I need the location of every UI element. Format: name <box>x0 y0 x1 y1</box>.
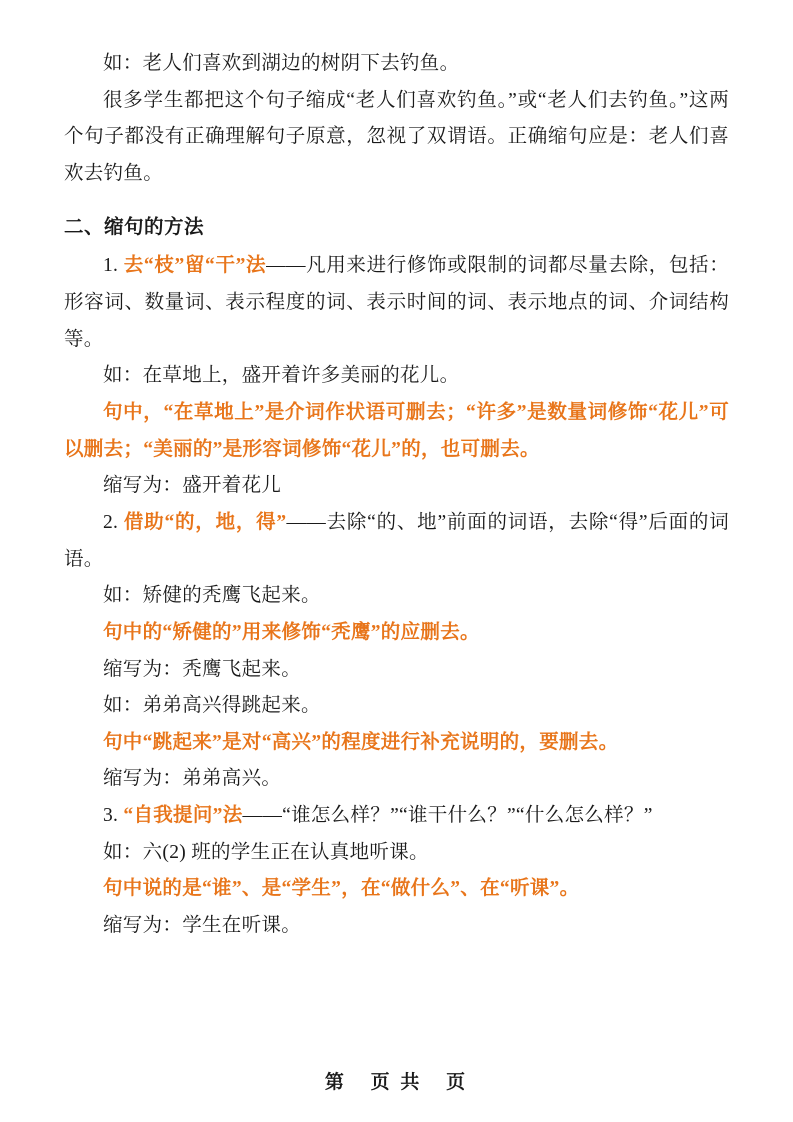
footer-unit-label: 页 <box>446 1072 469 1093</box>
run-method-2-analysis-2-0: 句中“跳起来”是对“高兴”的程度进行补充说明的，要删去。 <box>103 731 619 753</box>
footer-of-label: 页 共 <box>370 1072 423 1093</box>
document-body <box>64 46 729 945</box>
run-method-2-result-2-0: 缩写为：弟弟高兴。 <box>103 768 282 790</box>
run-method-1-1: 去“枝”留“干”法 <box>123 255 267 277</box>
run-method-3-result-0: 缩写为：学生在听课。 <box>103 915 302 937</box>
paragraph-method-1-analysis <box>64 395 729 468</box>
paragraph-section-heading-2 <box>64 210 729 247</box>
run-example-1-0: 如：老人们喜欢到湖边的树阴下去钓鱼。 <box>103 53 460 74</box>
run-method-3-2: ——“谁怎么样？”“谁干什么？”“什么怎么样？” <box>242 805 653 827</box>
paragraph-method-2-example-2 <box>64 688 729 725</box>
paragraph-method-3-example <box>64 835 729 872</box>
run-method-1-example-0: 如：在草地上，盛开着许多美丽的花儿。 <box>103 365 460 387</box>
paragraph-method-2-example-1 <box>64 578 729 615</box>
paragraph-method-3-result <box>64 908 729 945</box>
run-method-2-2: ——去除“的、地”前面的词语，去除“得”后面的词语。 <box>64 511 729 570</box>
run-method-1-0: 1. <box>103 255 124 277</box>
run-method-1-analysis-0: 句中，“在草地上”是介词作状语可删去；“许多”是数量词修饰“花儿”可以删去；“美丽的”是形容词修饰“花儿”的，也可删去。 <box>64 401 729 460</box>
paragraph-method-2-analysis-2 <box>64 725 729 762</box>
run-method-3-analysis-0: 句中说的是“谁”、是“学生”，在“做什么”、在“听课”。 <box>103 878 580 900</box>
run-method-2-result-1-0: 缩写为：秃鹰飞起来。 <box>103 658 302 680</box>
run-explain-1-0: 很多学生都把这个句子缩成“老人们喜欢钓鱼。”或“老人们去钓鱼。”这两个句子都没有正确理解句子原意，忽视了双谓语。正确缩句应是：老人们喜欢去钓鱼。 <box>64 89 729 184</box>
paragraph-method-3-analysis <box>64 871 729 908</box>
paragraph-example-1 <box>64 46 729 83</box>
run-method-2-analysis-1-0: 句中的“矫健的”用来修饰“秃鹰”的应删去。 <box>103 621 480 643</box>
page-footer <box>0 1067 793 1094</box>
paragraph-method-1-result <box>64 468 729 505</box>
run-method-2-example-1-0: 如：矫健的秃鹰飞起来。 <box>103 585 321 607</box>
footer-page-label: 第 <box>324 1072 347 1093</box>
run-method-2-1: 借助“的，地，得” <box>123 511 287 533</box>
paragraph-method-2-result-2 <box>64 761 729 798</box>
run-method-2-0: 2. <box>103 511 124 533</box>
run-section-heading-2-0: 二、缩句的方法 <box>64 216 205 238</box>
paragraph-explain-1 <box>64 83 729 193</box>
run-method-1-result-0: 缩写为：盛开着花儿 <box>103 475 282 497</box>
paragraph-method-2-result-1 <box>64 652 729 689</box>
paragraph-method-1 <box>64 248 729 358</box>
paragraph-method-1-example <box>64 358 729 395</box>
paragraph-method-2 <box>64 505 729 578</box>
run-method-1-2: ——凡用来进行修饰或限制的词都尽量去除，包括：形容词、数量词、表示程度的词、表示时间的词、表示地点的词、介词结构等。 <box>64 255 729 350</box>
run-method-3-1: “自我提问”法 <box>123 805 243 827</box>
run-method-2-example-2-0: 如：弟弟高兴得跳起来。 <box>103 695 321 717</box>
run-method-3-0: 3. <box>103 805 124 827</box>
paragraph-method-3 <box>64 798 729 835</box>
run-method-3-example-0: 如：六(2) 班的学生正在认真地听课。 <box>103 841 429 863</box>
paragraph-method-2-analysis-1 <box>64 615 729 652</box>
